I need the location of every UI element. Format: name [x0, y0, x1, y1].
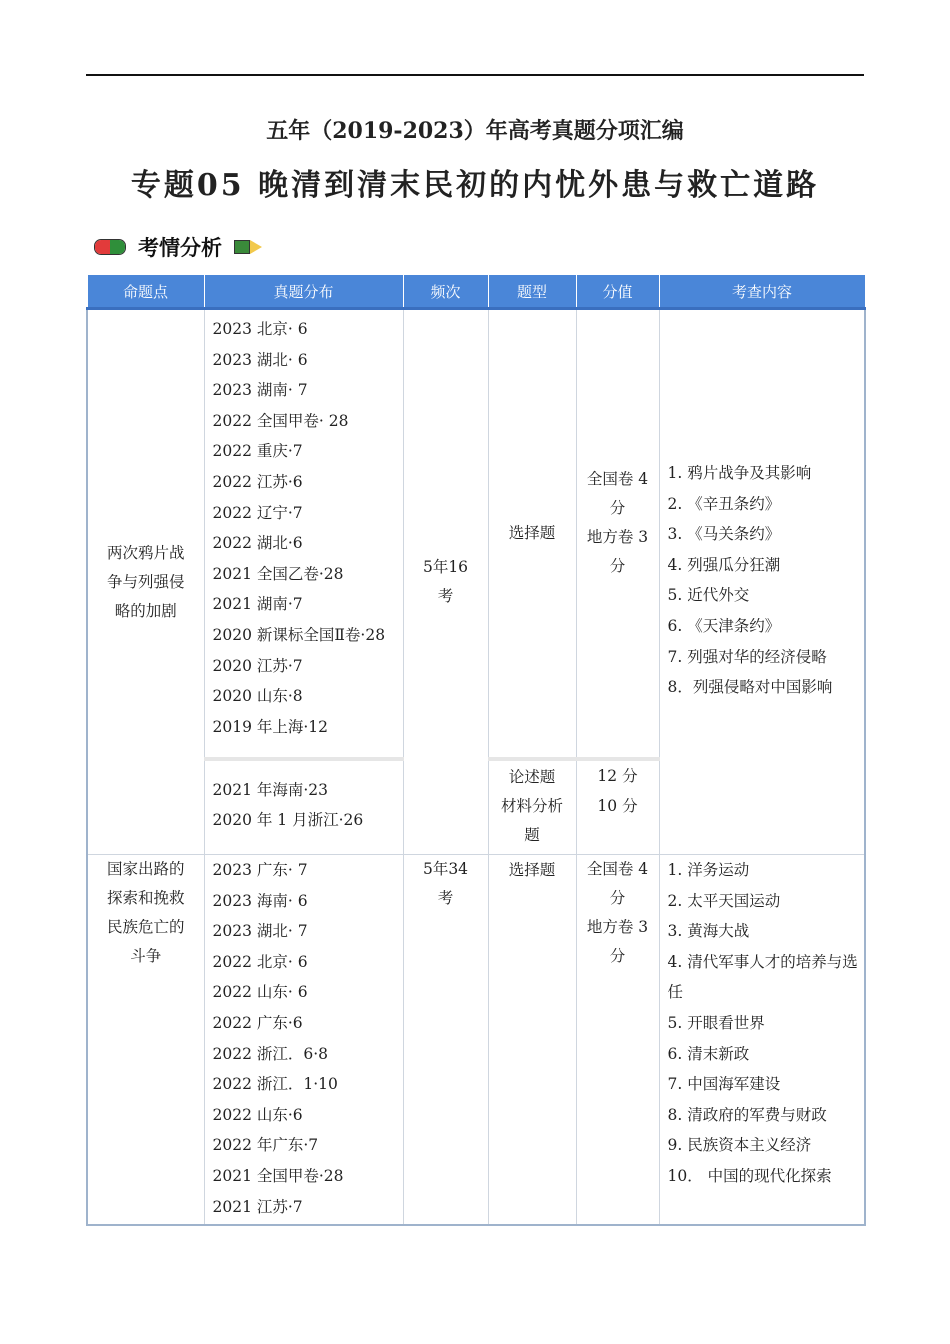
score-line: 分	[609, 557, 626, 576]
list-item: 2023 湖北· 6	[212, 350, 308, 369]
header-frequency: 频次	[403, 275, 488, 309]
score-line: 12 分	[597, 766, 638, 785]
header-type: 题型	[488, 275, 576, 309]
type-cell: 选择题	[488, 855, 576, 1225]
document-title: 专题05 晚清到清末民初的内忧外患与救亡道路	[130, 168, 820, 203]
header-topic: 命题点	[87, 275, 204, 309]
list-item: 2022 浙江．6·8	[212, 1044, 329, 1063]
exam-list	[205, 761, 403, 836]
table-row	[87, 309, 865, 759]
list-item: 2020 新课标全国Ⅱ卷·28	[212, 625, 386, 644]
type-line: 论述题	[508, 767, 556, 786]
list-item: 5. 开眼看世界	[667, 1013, 765, 1032]
list-item: 5. 近代外交	[667, 586, 750, 605]
list-item: 2022 重庆·7	[212, 442, 303, 461]
list-item: 2022 全国甲卷· 28	[212, 411, 349, 430]
list-item: 2022 辽宁·7	[212, 503, 303, 522]
table-header-row	[87, 275, 865, 309]
list-item: 10． 中国的现代化探索	[667, 1166, 832, 1185]
exams-cell	[204, 309, 403, 759]
content-cell	[659, 855, 865, 1225]
score-line: 10 分	[597, 796, 638, 815]
analysis-table	[86, 274, 866, 1226]
frequency-cell	[403, 855, 488, 1225]
topic-cell	[87, 855, 204, 1225]
frequency-text: 5年34考	[422, 860, 469, 907]
list-item: 2021 湖南·7	[212, 595, 303, 614]
score-line: 分	[609, 499, 626, 518]
score-cell	[576, 855, 659, 1225]
score-line: 全国卷 4	[586, 470, 649, 489]
header-score: 分值	[576, 275, 659, 309]
content-cell	[659, 309, 865, 855]
type-cell	[488, 759, 576, 855]
score-cell	[576, 759, 659, 855]
topic-text: 国家出路的探索和挽救民族危亡的斗争	[106, 860, 185, 965]
list-item: 2022 广东·6	[212, 1013, 303, 1032]
list-item: 4. 列强瓜分狂潮	[667, 555, 781, 574]
type-cell: 选择题	[488, 309, 576, 759]
header-content: 考查内容	[659, 275, 865, 309]
section-heading	[94, 232, 262, 262]
exams-cell	[204, 855, 403, 1225]
exams-cell	[204, 759, 403, 855]
score-line: 分	[609, 947, 626, 965]
score-line: 分	[609, 889, 626, 907]
list-item: 8．列强侵略对中国影响	[667, 678, 833, 697]
pencil-icon	[234, 240, 262, 254]
list-item: 2019 年上海·12	[212, 717, 329, 736]
list-item: 2020 江苏·7	[212, 656, 303, 675]
list-item: 2023 湖北· 7	[212, 922, 308, 941]
list-item: 3. 《马关条约》	[667, 525, 781, 544]
list-item: 2022 江苏·6	[212, 472, 303, 491]
list-item: 2021 年海南·23	[212, 780, 329, 799]
list-item: 1. 洋务运动	[667, 861, 750, 879]
list-item: 2. 太平天国运动	[667, 891, 781, 910]
list-item: 6. 《天津条约》	[667, 616, 781, 635]
list-item: 2021 全国乙卷·28	[212, 564, 344, 583]
score-cell	[576, 309, 659, 759]
list-item: 2021 全国甲卷·28	[212, 1166, 344, 1185]
section-label: 考情分析	[138, 236, 222, 260]
list-item: 2020 年 1 月浙江·26	[212, 811, 364, 830]
list-item: 6. 清末新政	[667, 1044, 750, 1063]
list-item: 2022 湖北·6	[212, 534, 303, 553]
list-item: 2022 浙江．1·10	[212, 1075, 338, 1094]
exam-list	[205, 310, 403, 742]
topic-cell	[87, 309, 204, 855]
type-line: 材料分析	[500, 796, 563, 815]
list-item: 2023 海南· 6	[212, 891, 308, 910]
list-item: 2022 北京· 6	[212, 952, 308, 971]
content-list	[660, 456, 865, 703]
list-item: 4. 清代军事人才的培养与选任	[667, 952, 858, 1002]
list-item: 2022 山东· 6	[212, 983, 308, 1002]
list-item: 7. 中国海军建设	[667, 1075, 781, 1094]
score-line: 全国卷 4	[586, 860, 649, 878]
header-exams: 真题分布	[204, 275, 403, 309]
list-item: 1. 鸦片战争及其影响	[667, 464, 812, 482]
list-item: 7. 列强对华的经济侵略	[667, 647, 827, 666]
list-item: 2022 年广东·7	[212, 1136, 319, 1155]
frequency-cell	[403, 309, 488, 855]
content-list	[660, 855, 865, 1192]
score-line: 地方卷 3	[586, 528, 649, 547]
score-line: 地方卷 3	[586, 918, 649, 936]
capsule-icon	[94, 239, 126, 255]
table-row	[87, 855, 865, 1225]
list-item: 2022 山东·6	[212, 1105, 303, 1124]
exam-list	[205, 855, 403, 1222]
list-item: 8. 清政府的军费与财政	[667, 1105, 827, 1124]
list-item: 2021 江苏·7	[212, 1197, 303, 1216]
list-item: 3. 黄海大战	[667, 922, 750, 941]
list-item: 2023 湖南· 7	[212, 381, 308, 400]
topic-text: 两次鸦片战争与列强侵略的加剧	[106, 543, 185, 620]
list-item: 2023 北京· 6	[212, 320, 308, 338]
type-line: 题	[524, 825, 540, 844]
list-item: 2023 广东· 7	[212, 861, 308, 879]
list-item: 2020 山东·8	[212, 687, 303, 706]
list-item: 9. 民族资本主义经济	[667, 1136, 812, 1155]
header-rule	[86, 74, 864, 76]
document-subtitle: 五年（2019-2023）年高考真题分项汇编	[266, 118, 684, 144]
frequency-text: 5年16考	[422, 558, 469, 605]
list-item: 2. 《辛丑条约》	[667, 494, 781, 513]
